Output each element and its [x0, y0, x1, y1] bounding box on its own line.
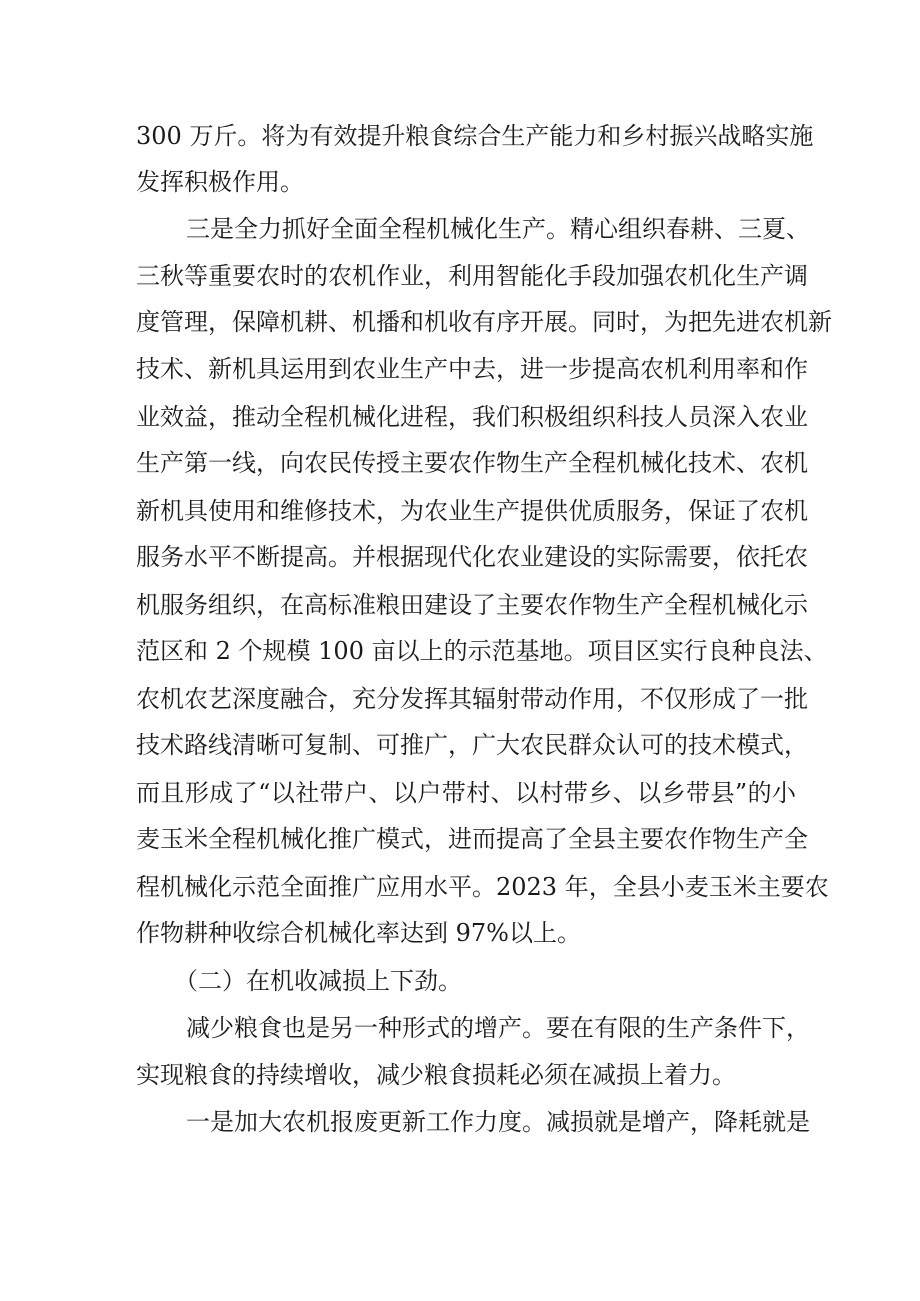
text-line: 生产第一线，向农民传授主要农作物生产全程机械化技术、农机 [136, 449, 808, 477]
text-line: 发挥积极作用。 [136, 168, 304, 196]
text-line: 而且形成了“以社带户、以户带村、以村带乡、以乡带县”的小 [136, 779, 796, 807]
section-heading: （二）在机收减损上下劲。 [174, 967, 462, 995]
text-line: 实现粮食的持续增收，减少粮食损耗必须在减损上着力。 [136, 1061, 736, 1089]
text-line: 度管理，保障机耕、机播和机收有序开展。同时，为把先进农机新 [136, 308, 832, 336]
text-line: 范区和 2 个规模 100 亩以上的示范基地。项目区实行良种良法、 [136, 637, 828, 665]
text-line: 三是全力抓好全面全程机械化生产。精心组织春耕、三夏、 [186, 215, 810, 243]
text-line: 机服务组织，在高标准粮田建设了主要农作物生产全程机械化示 [136, 591, 808, 619]
text-line: 服务水平不断提高。并根据现代化农业建设的实际需要，依托农 [136, 543, 808, 571]
text-line: 300 万斤。将为有效提升粮食综合生产能力和乡村振兴战略实施 [136, 122, 814, 150]
text-line: 三秋等重要农时的农机作业，利用智能化手段加强农机化生产调 [136, 262, 808, 290]
text-line: 麦玉米全程机械化推广模式，进而提高了全县主要农作物生产全 [136, 825, 808, 853]
text-line: 作物耕种收综合机械化率达到 97%以上。 [136, 919, 581, 947]
text-line: 技术、新机具运用到农业生产中去，进一步提高农机利用率和作 [136, 355, 808, 383]
text-line: 新机具使用和维修技术，为农业生产提供优质服务，保证了农机 [136, 497, 808, 525]
text-line: 一是加大农机报废更新工作力度。减损就是增产，降耗就是 [186, 1108, 810, 1136]
text-line: 技术路线清晰可复制、可推广，广大农民群众认可的技术模式， [136, 731, 808, 759]
text-line: 减少粮食也是另一种形式的增产。要在有限的生产条件下， [186, 1014, 810, 1042]
text-line: 程机械化示范全面推广应用水平。2023 年，全县小麦玉米主要农 [136, 873, 829, 901]
text-line: 业效益，推动全程机械化进程，我们积极组织科技人员深入农业 [136, 403, 808, 431]
text-line: 农机农艺深度融合，充分发挥其辐射带动作用，不仅形成了一批 [136, 685, 808, 713]
